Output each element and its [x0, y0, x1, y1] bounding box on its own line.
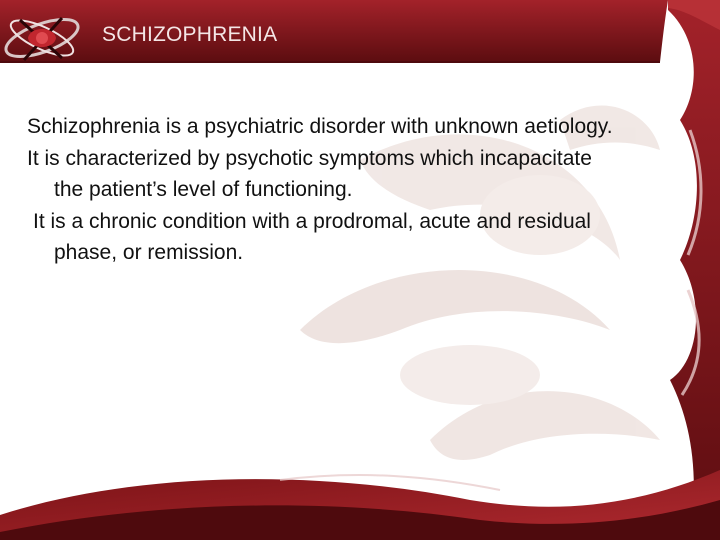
body-paragraph-3: It is a chronic condition with a prodromal, acute and residual phase, or remission.	[33, 209, 591, 264]
body-paragraph-1: Schizophrenia is a psychiatric disorder with unknown aetiology.	[27, 115, 613, 138]
crimson-orbit-logo-icon	[0, 0, 92, 80]
slide-body	[27, 111, 617, 269]
body-paragraph-2: It is characterized by psychotic symptoms which incapacitate the patient’s level of functioning.	[27, 146, 592, 201]
slide-title: SCHIZOPHRENIA	[102, 23, 278, 46]
